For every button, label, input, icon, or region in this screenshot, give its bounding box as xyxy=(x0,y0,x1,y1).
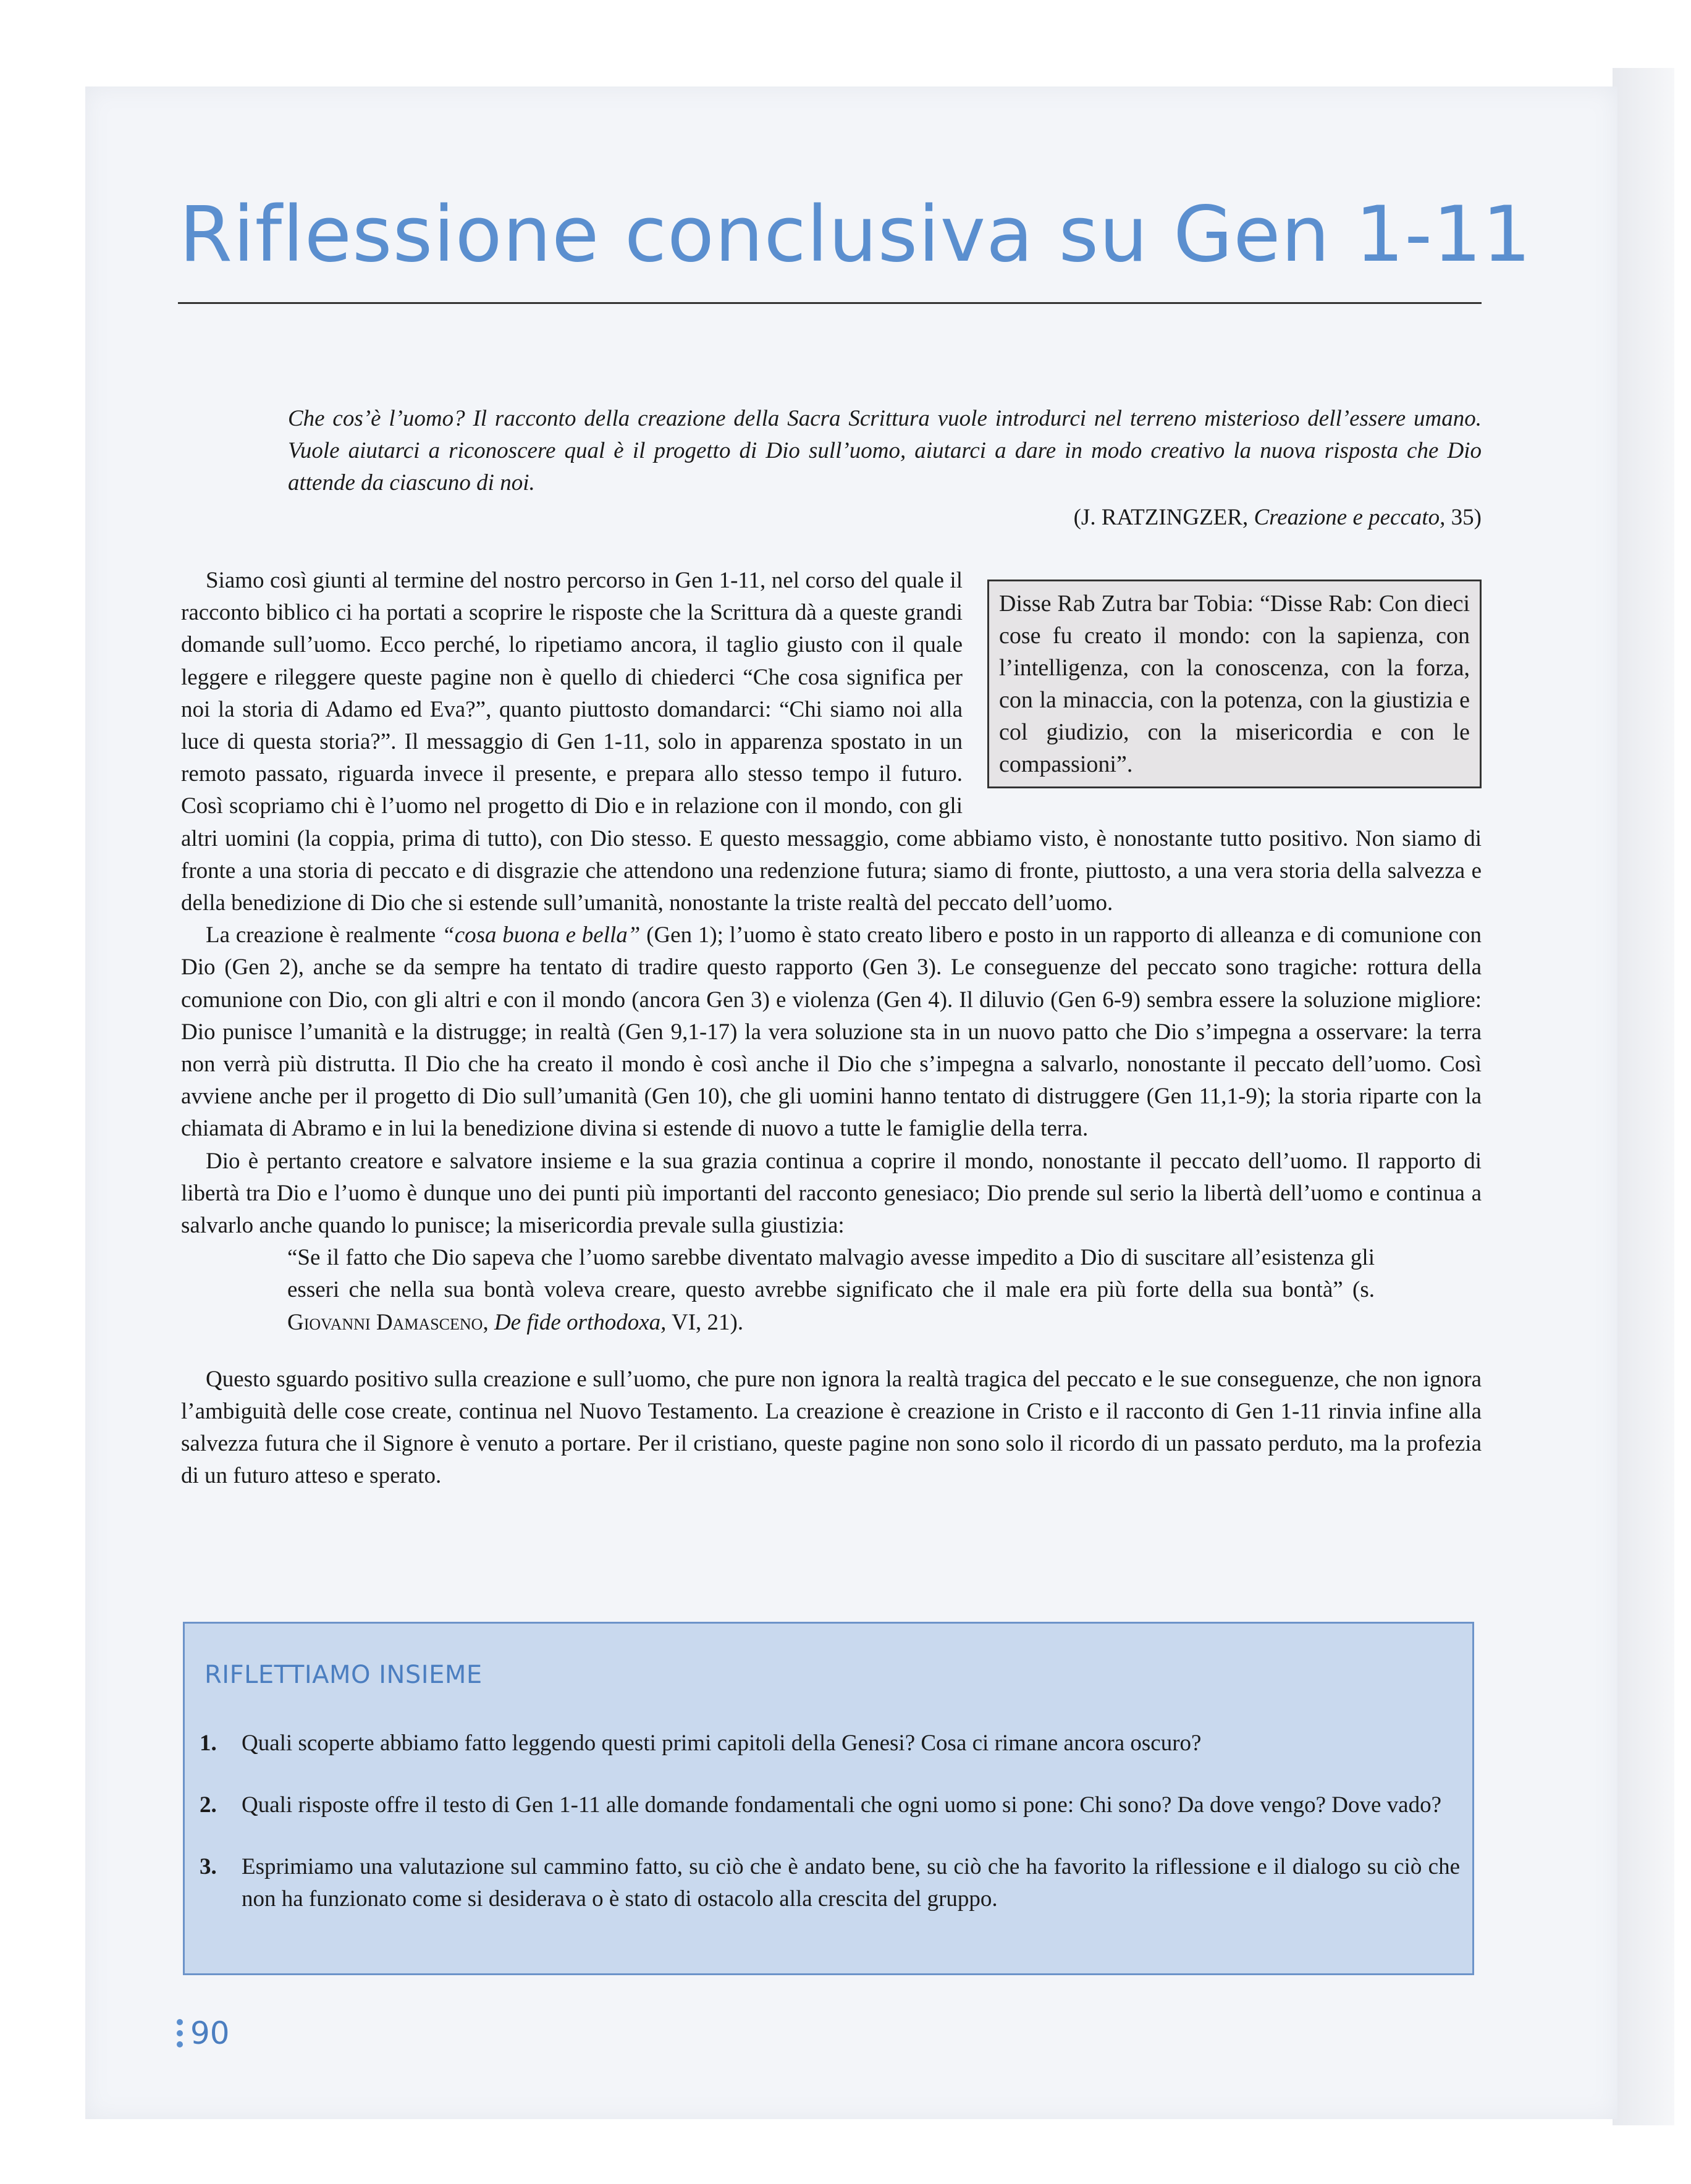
paragraph-3: Dio è pertanto creatore e salvatore insieme e la sua grazia continua a coprire il mondo, nonostante il peccato dell’uomo. Il rapporto di libertà tra Dio e l’uomo è dunque uno dei punti più importanti del racconto genesiaco; Dio prende sul serio la libertà dell’uomo e continua a salvarlo anche quando lo punisce; la misericordia prevale sulla giustizia: xyxy=(181,1148,1482,1239)
question-text: Quali scoperte abbiamo fatto leggendo questi primi capitoli della Genesi? Cosa ci rimane ancora oscuro? xyxy=(242,1731,1202,1756)
main-text xyxy=(181,565,1482,1493)
paragraph-1: Siamo così giunti al termine del nostro percorso in Gen 1-11, nel corso del quale il racconto biblico ci ha portati a scoprire le risposte che la Scrittura dà a queste grandi domande sull’uomo. Ecco perché, lo ripetiamo ancora, il taglio giusto con il quale leggere e rileggere queste pagine non è quello di chiederci “Che cosa significa per noi la storia di Adamo ed Eva?”, quanto piuttosto domandarci: “Chi siamo noi alla luce di questa storia?”. Il messaggio di Gen 1-11, solo in apparenza spostato in un remoto passato, riguarda invece il presente, e prepara allo stesso tempo il futuro. Così scopriamo chi è l’uomo nel progetto di Dio e in relazione con il mondo, con gli altri uomini (la coppia, prima di tutto), con Dio stesso. E questo messaggio, come abbiamo visto, è nonostante tutto positivo. Non siamo di fronte a una storia di peccato e di disgrazie che attendono una redenzione futura; siamo di fronte, piuttosto, a una vera storia della salvezza e della benedizione di Dio che si estende sull’umanità, nonostante la triste realtà del peccato dell’uomo. xyxy=(181,568,1482,916)
question-text: Esprimiamo una valutazione sul cammino fatto, su ciò che è andato bene, su ciò che ha favorito la riflessione e il dialogo su ciò che non ha funzionato come si desiderava o è stato di ostacolo alla crescita del gruppo. xyxy=(242,1854,1460,1912)
block-quote-text: “Se il fatto che Dio sapeva che l’uomo sarebbe diventato malvagio avesse impedito a Dio di suscitare all’esistenza gli esseri che nella sua bontà voleva creare, questo avrebbe significato che il male era più forte della sua bontà” (s. xyxy=(287,1245,1375,1303)
question-number: 2. xyxy=(200,1792,217,1818)
spacer xyxy=(181,1339,1482,1364)
block-quote xyxy=(287,1242,1375,1339)
page-number-value: 90 xyxy=(190,2015,230,2051)
question-number: 1. xyxy=(200,1731,217,1756)
block-quote-ref: VI, 21). xyxy=(666,1309,744,1335)
sidebar-quote-box: Disse Rab Zutra bar Tobia: “Disse Rab: Con dieci cose fu creato il mondo: con la sapienza, con l’intelligenza, con la conoscenza, con la forza, con la minaccia, con la potenza, con la giustizia e col giudizio, con la misericordia e con le compassioni”. xyxy=(987,580,1482,788)
page-title: Riflessione conclusiva su Gen 1-11 xyxy=(179,190,1532,279)
paragraph-2-quote: “cosa buona e bella” xyxy=(442,922,641,948)
epigraph: Che cos’è l’uomo? Il racconto della creazione della Sacra Scrittura vuole introdurci nel terreno misterioso dell’essere umano. Vuole aiutarci a riconoscere qual è il progetto di Dio sull’uomo, aiutarci a dare in modo creativo la nuova risposta che Dio attende da ciascuno di noi. xyxy=(288,406,1482,495)
reflection-box xyxy=(183,1622,1474,1975)
citation-author: (J. RATZINGZER, xyxy=(1073,505,1249,530)
citation-page: 35) xyxy=(1451,505,1482,530)
question-text: Quali risposte offre il testo di Gen 1-11 alle domande fondamentali che ogni uomo si pone: Chi sono? Da dove vengo? Dove vado? xyxy=(242,1792,1442,1818)
question-item xyxy=(200,1851,1460,1915)
paragraph-2 xyxy=(181,919,1482,1145)
question-number: 3. xyxy=(200,1854,217,1879)
dots-icon xyxy=(177,2019,183,2047)
reflection-heading: RIFLETTIAMO INSIEME xyxy=(205,1661,483,1689)
block-quote-author: Giovanni Damasceno xyxy=(287,1309,483,1335)
page-edge xyxy=(1613,68,1674,2125)
epigraph-citation xyxy=(288,502,1482,534)
paragraph-2-start: La creazione è realmente xyxy=(206,922,442,948)
question-item xyxy=(200,1727,1460,1760)
block-quote-sep: , xyxy=(483,1309,494,1335)
paragraph-4: Questo sguardo positivo sulla creazione e sull’uomo, che pure non ignora la realtà tragica del peccato e le sue conseguenze, che non ignora l’ambiguità delle cose create, continua nel Nuovo Testamento. La creazione è creazione in Cristo e il racconto di Gen 1-11 rinvia infine alla salvezza futura che il Signore è venuto a portare. Per il cristiano, queste pagine non sono solo il ricordo di un passato perduto, ma la profezia di un futuro atteso e sperato. xyxy=(181,1366,1482,1489)
title-rule xyxy=(178,302,1482,304)
paragraph-2-end: (Gen 1); l’uomo è stato creato libero e posto in un rapporto di alleanza e di comunione con Dio (Gen 2), anche se da sempre ha tentato di tradire questo rapporto (Gen 3). Le conseguenze del peccato sono tragiche: rottura della comunione con Dio, con gli altri e con il mondo (ancora Gen 3) e violenza (Gen 4). Il diluvio (Gen 6-9) sembra essere la soluzione migliore: Dio punisce l’umanità e la distrugge; in realtà (Gen 9,1-17) la vera soluzione sta in un nuovo patto che Dio s’impegna a osservare: la terra non verrà più distrutta. Il Dio che ha creato il mondo è così anche il Dio che s’impegna a salvarlo, nonostante il peccato dell’uomo. Così avviene anche per il progetto di Dio sull’umanità (Gen 10), che gli uomini hanno tentato di distruggere (Gen 11,1-9); la storia riparte con la chiamata di Abramo e in lui la benedizione divina si estende di nuovo a tutte le famiglie della terra. xyxy=(181,922,1482,1142)
question-list xyxy=(200,1727,1460,1945)
question-item xyxy=(200,1789,1460,1821)
page-number xyxy=(177,2015,230,2051)
citation-work: Creazione e peccato, xyxy=(1254,505,1446,530)
block-quote-work: De fide orthodoxa, xyxy=(494,1309,667,1335)
